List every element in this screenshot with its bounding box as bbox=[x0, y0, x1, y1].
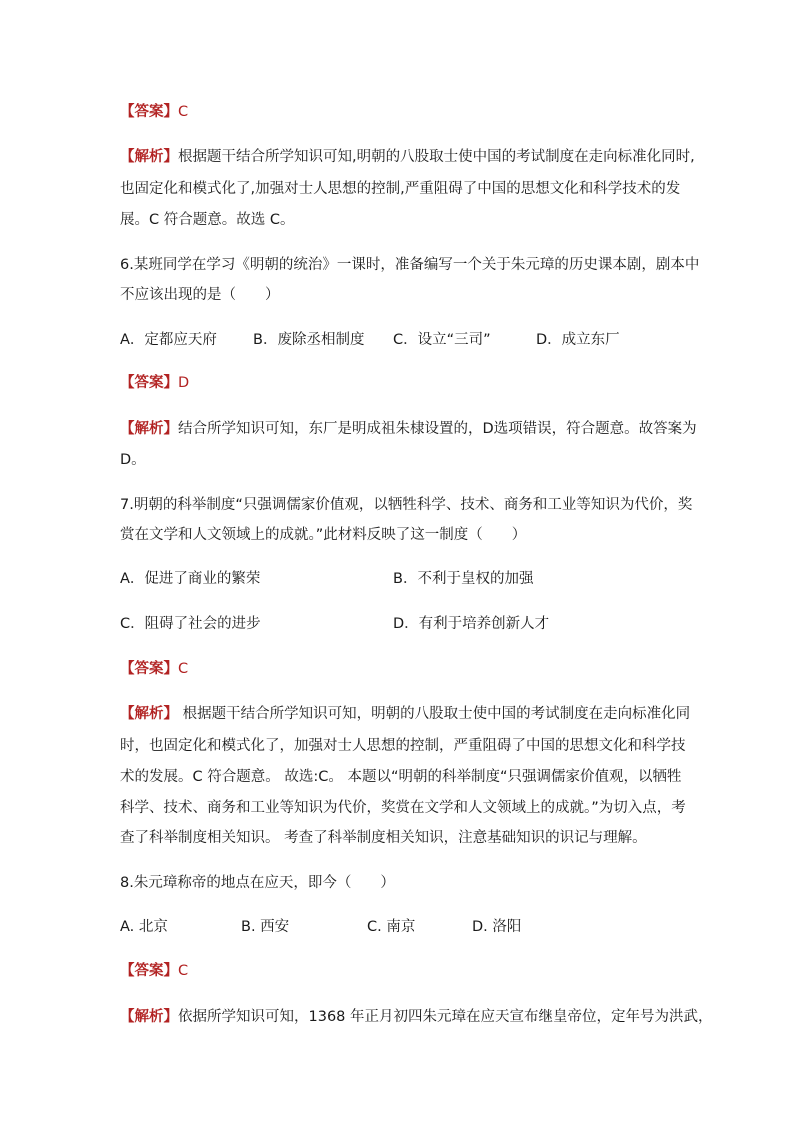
q6-option-d: D．成立东厂 bbox=[536, 332, 620, 348]
q8-option-a: A. 北京 bbox=[120, 919, 168, 935]
q5-answer bbox=[120, 102, 188, 122]
answer-tag: 【答案】 bbox=[120, 963, 178, 979]
q6-analysis-line-2: D。 bbox=[120, 452, 146, 468]
q6-option-b: B．废除丞相制度 bbox=[253, 332, 365, 348]
q8-option-c: C. 南京 bbox=[367, 919, 416, 935]
q8-option-b: B. 西安 bbox=[241, 919, 290, 935]
analysis-text: 根据题干结合所学知识可知，明朝的八股取士使中国的考试制度在走向标准化同 bbox=[178, 706, 691, 722]
q7-stem-line-2: 赏在文学和人文领域上的成就。”此材料反映了这一制度（ ） bbox=[120, 527, 527, 543]
answer-tag: 【答案】 bbox=[120, 661, 178, 677]
answer-value: C bbox=[178, 104, 189, 120]
analysis-tag: 【解析】 bbox=[120, 421, 178, 437]
answer-value: D bbox=[178, 375, 190, 391]
q8-answer bbox=[120, 961, 188, 981]
q7-analysis-line-5: 查了科举制度相关知识。 考查了科举制度相关知识，注意基础知识的识记与理解。 bbox=[120, 830, 647, 846]
answer-tag: 【答案】 bbox=[120, 375, 178, 391]
q6-option-a: A．定都应天府 bbox=[120, 332, 217, 348]
q7-option-b: B．不利于皇权的加强 bbox=[393, 571, 534, 587]
answer-tag: 【答案】 bbox=[120, 104, 178, 120]
q7-stem-line-1: 7.明朝的科举制度“只强调儒家价值观，以牺牲科学、技术、商务和工业等知识为代价，奖 bbox=[120, 497, 693, 513]
q7-analysis-line-1 bbox=[120, 704, 690, 724]
q7-option-d: D．有利于培养创新人才 bbox=[393, 616, 550, 632]
q7-option-c: C．阻碍了社会的进步 bbox=[120, 616, 261, 632]
q6-answer bbox=[120, 373, 189, 393]
q6-option-c: C．设立“三司” bbox=[393, 332, 491, 348]
q6-stem-line-1: 6.某班同学在学习《明朝的统治》一课时，准备编写一个关于朱元璋的历史课本剧，剧本中 bbox=[120, 257, 700, 273]
q5-analysis-line-1 bbox=[120, 147, 695, 167]
analysis-tag: 【解析】 bbox=[120, 706, 178, 722]
q5-analysis-line-2: 也固定化和模式化了,加强对士人思想的控制,严重阻碍了中国的思想文化和科学技术的发 bbox=[120, 181, 681, 197]
q6-analysis-line-1 bbox=[120, 419, 697, 439]
q5-analysis-line-3: 展。C 符合题意。故选 C。 bbox=[120, 212, 295, 228]
answer-value: C bbox=[178, 661, 189, 677]
q8-analysis-line-1 bbox=[120, 1007, 713, 1027]
q7-analysis-line-4: 科学、技术、商务和工业等知识为代价，奖赏在文学和人文领域上的成就。”为切入点，考 bbox=[120, 800, 686, 816]
q7-analysis-line-3: 术的发展。C 符合题意。 故选:C。 本题以“明朝的科举制度“只强调儒家价值观，以牺牲 bbox=[120, 769, 682, 785]
q8-option-d: D. 洛阳 bbox=[472, 919, 522, 935]
q6-stem-line-2: 不应该出现的是（ ） bbox=[120, 287, 280, 303]
analysis-text: 依据所学知识可知，1368 年正月初四朱元璋在应天宣布继皇帝位，定年号为洪武， bbox=[178, 1009, 713, 1025]
analysis-tag: 【解析】 bbox=[120, 149, 178, 165]
analysis-tag: 【解析】 bbox=[120, 1009, 178, 1025]
answer-value: C bbox=[178, 963, 189, 979]
q7-option-a: A．促进了商业的繁荣 bbox=[120, 571, 261, 587]
q7-answer bbox=[120, 659, 188, 679]
analysis-text: 根据题干结合所学知识可知,明朝的八股取士使中国的考试制度在走向标准化同时, bbox=[178, 149, 695, 165]
analysis-text: 结合所学知识可知，东厂是明成祖朱棣设置的，D选项错误，符合题意。故答案为 bbox=[178, 421, 697, 437]
q8-stem: 8.朱元璋称帝的地点在应天，即今（ ） bbox=[120, 875, 395, 891]
q7-analysis-line-2: 时，也固定化和模式化了，加强对士人思想的控制，严重阻碍了中国的思想文化和科学技 bbox=[120, 738, 686, 754]
